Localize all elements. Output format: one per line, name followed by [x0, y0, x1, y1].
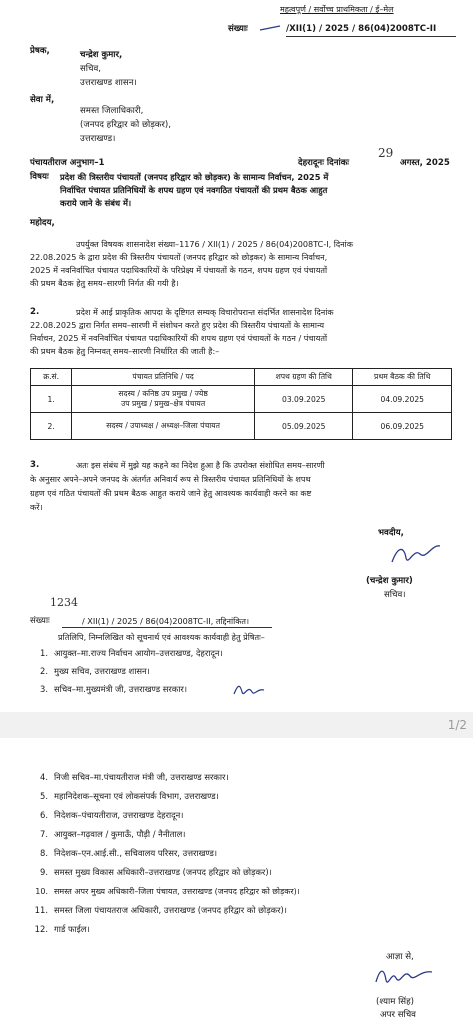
page-indicator: 1/2: [447, 718, 467, 732]
list-item: [30, 867, 272, 878]
subject-line1: प्रदेश की त्रिस्तरीय पंचायतों (जनपद हरिद्वार को छोड़कर) के सामान्य निर्वाचन, 2025 में: [60, 172, 329, 182]
closing-name: (चन्द्रेश कुमार): [366, 576, 413, 586]
list-item-number: 11.: [34, 905, 48, 915]
recipient-line3: उत्तराखण्ड।: [80, 134, 116, 144]
list-item-text: मुख्य सचिव, उत्तराखण्ड शासन।: [54, 666, 150, 676]
para2-line4: की प्रथम बैठक हेतु निम्नवत् समय–सारणी निर्धारित की जाती है:–: [30, 346, 220, 356]
list-item-text: आयुक्त–मा.राज्य निर्वाचन आयोग–उत्तराखण्ड, देहरादून।: [54, 648, 223, 658]
post-line: सदस्य / कनिष्ठ उप प्रमुख / ज्येष्ठ: [118, 389, 208, 398]
underline-divider: [286, 36, 456, 37]
recipient-line1: समस्त जिलाधिकारी,: [80, 106, 144, 116]
list-item: [30, 791, 219, 802]
department: पंचायतीराज अनुभाग–1: [30, 158, 105, 168]
list-item: [30, 924, 90, 935]
para2-line1: प्रदेश में आई प्राकृतिक आपदा के दृष्टिगत सम्यक् विचारोपरान्त संदर्भित शासनादेश दिनांक: [76, 307, 334, 317]
para3-line2: के अनुसार अपने–अपने जनपद के अंतर्गत अनिवार्य रूप से त्रिस्तरीय पंचायत प्रतिनिधियों के शपथ: [30, 474, 311, 484]
list-item-text: महानिदेशक–सूचना एवं लोकसंपर्क विभाग, उत्तराखण्ड।: [54, 791, 219, 801]
list-item: [30, 810, 183, 821]
list-item-number: 9.: [40, 867, 48, 877]
table-cell-post: [72, 386, 255, 413]
table-cell-meeting-date: 06.09.2025: [353, 413, 452, 440]
list-item-number: 1.: [40, 648, 48, 658]
table-cell-oath-date: 03.09.2025: [254, 386, 353, 413]
sender-office: उत्तराखण्ड शासन।: [80, 78, 137, 88]
para1-line3: 2025 में नवनिर्वाचित पंचायत पदाधिकारियों के परिप्रेक्ष्य में पंचायतों के गठन, शपथ ग्रहण एवं पंचायतों: [30, 265, 328, 275]
copy-intro: प्रतिलिपि, निम्नलिखित को सूचनार्थ एवं आवश्यक कार्यवाही हेतु प्रेषितः–: [58, 632, 265, 642]
list-item-number: 6.: [40, 810, 48, 820]
table-row: [31, 413, 452, 440]
recipient-line2: (जनपद हरिद्वार को छोड़कर),: [80, 120, 171, 130]
signatory-name: (श्याम सिंह): [376, 997, 415, 1007]
priority-line: महत्वपूर्ण / सर्वोच्च प्राथमिकता / ई–मेल: [280, 5, 394, 14]
para1-line1: उपर्युक्त विषयक शासनादेश संख्या–1176 / XII(1) / 2025 / 86(04)2008TC-I, दिनांक: [76, 239, 353, 249]
date-label: देहरादूनः दिनांकः: [298, 158, 350, 168]
para3-line1: अतः इस संबंध में मुझे यह कहने का निदेश हुआ है कि उपरोक्त संशोधित समय–सारणी: [76, 460, 325, 470]
table-cell-sn: 1.: [31, 386, 72, 413]
list-item-number: 3.: [40, 684, 48, 694]
letter-number: /XII(1) / 2025 / 86(04)2008TC-II: [286, 24, 437, 34]
copy-number-label: संख्याः: [30, 616, 50, 626]
subject-line2: निर्वाचित पंचायत प्रतिनिधियों के शपथ ग्रहण एवं नवगठित पंचायतों की प्रथम बैठक आहुत: [60, 185, 328, 195]
list-item: [30, 684, 187, 695]
signatory-designation: अपर सचिव: [380, 1010, 416, 1020]
underline-divider: [62, 627, 272, 628]
table-cell-meeting-date: 04.09.2025: [353, 386, 452, 413]
para2-line2: 22.08.2025 द्वारा निर्गत समय–सारणी में संशोधन करते हुए प्रदेश की त्रिस्तरीय पंचायतों के सामान्य: [30, 320, 325, 330]
list-item-number: 5.: [40, 791, 48, 801]
sender-name: चन्द्रेश कुमार,: [80, 50, 123, 60]
para1-line2: 22.08.2025 के द्वारा प्रदेश की त्रिस्तरीय पंचायतों (जनपद हरिद्वार को छोड़कर) के सामान्य निर्वाचन,: [30, 252, 328, 262]
subject-line3: कराये जाने के संबंध में।: [60, 198, 132, 208]
table-header: पंचायत प्रतिनिधि / पद: [72, 369, 255, 386]
sender-designation: सचिव,: [80, 64, 102, 74]
list-item-number: 10.: [35, 887, 48, 896]
initials-icon: [232, 682, 266, 698]
para3-line4: करें।: [30, 502, 43, 512]
handwritten-mark-icon: [258, 22, 282, 34]
list-item-text: समस्त अपर मुख्य अधिकारी–जिला पंचायत, उत्तराखण्ड (जनपद हरिद्वार को छोड़कर)।: [54, 887, 300, 896]
para1-line4: की प्रथम बैठक हेतु समय–सारणी निर्गत की गयी है।: [30, 278, 179, 288]
list-item: [30, 829, 185, 840]
signature-icon: [388, 540, 444, 568]
list-item: [30, 772, 229, 783]
para2-number: 2.: [30, 307, 40, 317]
table-header: क्र.सं.: [31, 369, 72, 386]
page-break: [0, 712, 473, 738]
para3-line3: ग्रहण एवं गठित पंचायतों की प्रथम बैठक आहुत कराये जाने हेतु आवश्यक कार्यवाही करने का कष्ट: [30, 488, 312, 498]
list-item: [30, 848, 217, 859]
list-item: [30, 886, 300, 897]
list-item-text: निदेशक–पंचायतीराज, उत्तराखण्ड देहरादून।: [54, 810, 184, 820]
letter-number-label: संख्याः: [228, 24, 248, 34]
list-item-text: निजी सचिव–मा.पंचायतीराज मंत्री जी, उत्तराखण्ड सरकार।: [54, 772, 229, 782]
table-header-row: [31, 369, 452, 386]
list-item-number: 12.: [34, 924, 48, 934]
recipient-label: सेवा में,: [30, 95, 55, 105]
list-item-number: 8.: [40, 848, 48, 858]
list-item: [30, 648, 223, 659]
by-order: आज्ञा से,: [386, 952, 414, 962]
date-day-handwritten: 29: [378, 146, 394, 160]
table-cell-post: सदस्य / उपाध्यक्ष / अध्यक्ष–जिला पंचायत: [72, 413, 255, 440]
sender-label: प्रेषक,: [30, 46, 50, 56]
list-item: [30, 666, 150, 677]
list-item-text: समस्त मुख्य विकास अधिकारी–उत्तराखण्ड (जनपद हरिद्वार को छोड़कर)।: [54, 867, 272, 877]
salutation: महोदय,: [30, 218, 55, 228]
subject-label: विषयः: [30, 172, 49, 182]
table-cell-sn: 2.: [31, 413, 72, 440]
table-header: प्रथम बैठक की तिथि: [353, 369, 452, 386]
schedule-table: [30, 368, 452, 440]
list-item-text: सचिव–मा.मुख्यमंत्री जी, उत्तराखण्ड सरकार।: [54, 684, 187, 694]
list-item-number: 7.: [40, 829, 48, 839]
list-item-text: समस्त जिला पंचायतराज अधिकारी, उत्तराखण्ड (जनपद हरिद्वार को छोड़कर)।: [54, 905, 287, 915]
closing-yours: भवदीय,: [378, 528, 404, 538]
table-row: [31, 386, 452, 413]
list-item-text: आयुक्त–गढ़वाल / कुमाऊँ, पौड़ी / नैनीताल।: [54, 829, 186, 839]
para3-number: 3.: [30, 460, 40, 470]
list-item-text: गार्ड फाईल।: [54, 924, 90, 934]
list-item: [30, 905, 287, 916]
signature-icon: [372, 962, 436, 994]
copy-number-handwritten: 1234: [50, 596, 78, 609]
table-header: शपथ ग्रहण की तिथि: [254, 369, 353, 386]
para2-line3: निर्वाचन, 2025 में नवनिर्वाचित पंचायत पदाधिकारियों की शपथ ग्रहण एवं पंचायतों के गठन / पंचायतों: [30, 333, 328, 343]
table-cell-oath-date: 05.09.2025: [254, 413, 353, 440]
post-line: उप प्रमुख / प्रमुख–क्षेत्र पंचायत: [121, 399, 206, 408]
date-month-year: अगस्त, 2025: [400, 158, 450, 168]
list-item-text: निदेशक–एन.आई.सी., सचिवालय परिसर, उत्तराखण्ड।: [54, 848, 218, 858]
closing-designation: सचिव।: [384, 590, 406, 600]
list-item-number: 4.: [40, 772, 48, 782]
list-item-number: 2.: [40, 666, 48, 676]
copy-number: / XII(1) / 2025 / 86(04)2008TC-II, तद्दिनांकित।: [82, 616, 250, 626]
